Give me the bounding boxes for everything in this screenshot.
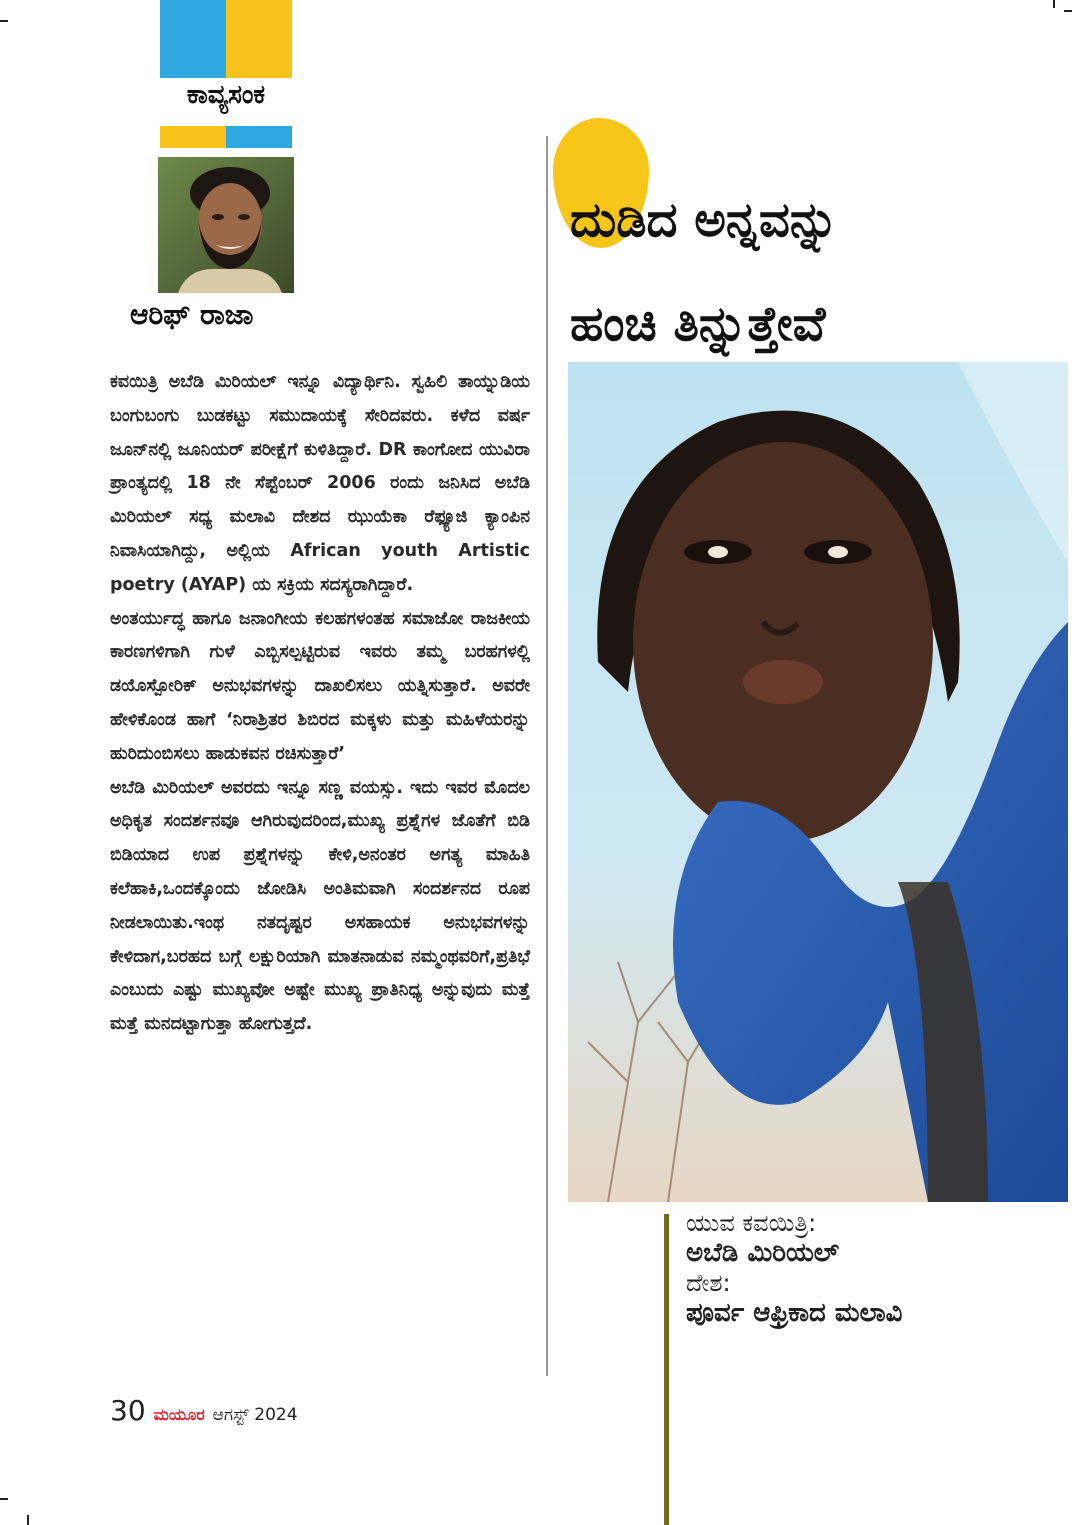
caption-poet-name: ಅಬೆಡಿ ಮಿರಿಯಲ್ <box>686 1238 840 1268</box>
crop-mark <box>0 20 8 22</box>
column-divider <box>546 136 548 1376</box>
magazine-name: ಮಯೂರ <box>153 1405 205 1424</box>
page-footer <box>110 1394 298 1430</box>
crop-mark <box>27 1515 29 1525</box>
caption-bar <box>664 1214 669 1525</box>
section-logo-text: ಕಾವ್ಯಸಂಕ <box>186 80 266 110</box>
crop-mark <box>1053 0 1055 8</box>
body-paragraph: ಕವಯಿತ್ರಿ ಅಬೆಡಿ ಮಿರಿಯಲ್ ಇನ್ನೂ ವಿದ್ಯಾರ್ಥಿನಿ. ಸ್ವಹಿಲಿ ತಾಯ್ನುಡಿಯ ಬಂಗುಬಂಗು ಬುಡಕಟ್ಟು ಸಮುದಾಯಕ್ಕೆ ಸೇರಿದವರು. ಕಳೆದ ವರ್ಷ ಜೂನ್‌ನಲ್ಲಿ ಜೂನಿಯರ್ ಪರೀಕ್ಷೆಗೆ ಕುಳಿತಿದ್ದಾರೆ. DR ಕಾಂಗೋದ ಯುವಿರಾ ಪ್ರಾಂತ್ಯದಲ್ಲಿ 18 ನೇ ಸೆಪ್ಟೆಂಬರ್ 2006 ರಂದು ಜನಿಸಿದ ಅಬೆಡಿ ಮಿರಿಯಲ್ ಸಧ್ಯ ಮಲಾವಿ ದೇಶದ ಝುಯೆಕಾ ರೆಫ್ಯೂಜಿ ಕ್ಯಾಂಪಿನ ನಿವಾಸಿಯಾಗಿದ್ದು, ಅಲ್ಲಿಯ African youth Artistic poetry (AYAP) ಯ ಸಕ್ರಿಯ ಸದಸ್ಯರಾಗಿದ್ದಾರೆ. <box>110 372 530 595</box>
caption-label-country: ದೇಶ: <box>686 1269 731 1297</box>
author-name: ಆರಿಫ್ ರಾಜಾ <box>130 298 254 331</box>
section-logo <box>160 0 292 148</box>
headline <box>570 168 1040 376</box>
crop-mark <box>0 1498 8 1500</box>
headline-line-1: ದುಡಿದ ಅನ್ನವನ್ನು <box>570 192 839 248</box>
article-body <box>110 366 530 1042</box>
body-paragraph: ಅಬೆಡಿ ಮಿರಿಯಲ್ ಅವರದು ಇನ್ನೂ ಸಣ್ಣ ವಯಸ್ಸು. ಇದು ಇವರ ಮೊದಲ ಅಧಿಕೃತ ಸಂದರ್ಶನವೂ ಆಗಿರುವುದರಿಂದ,ಮುಖ್ಯ ಪ್ರಶ್ನೆಗಳ ಜೊತೆಗೆ ಬಿಡಿ ಬಿಡಿಯಾದ ಉಪ ಪ್ರಶ್ನೆಗಳನ್ನು ಕೇಳಿ,ಅನಂತರ ಅಗತ್ಯ ಮಾಹಿತಿ ಕಲೆಹಾಕಿ,ಒಂದಕ್ಕೊಂದು ಜೋಡಿಸಿ ಅಂತಿಮವಾಗಿ ಸಂದರ್ಶನದ ರೂಪ ನೀಡಲಾಯಿತು.ಇಂಥ ನತದೃಷ್ಟರ ಅಸಹಾಯಕ ಅನುಭವಗಳನ್ನು ಕೇಳಿದಾಗ,ಬರಹದ ಬಗ್ಗೆ ಲಕ್ಷುರಿಯಾಗಿ ಮಾತನಾಡುವ ನಮ್ಮಂಥವರಿಗೆ,ಪ್ರತಿಭೆ ಎಂಬುದು ಎಷ್ಟು ಮುಖ್ಯವೋ ಅಷ್ಟೇ ಮುಖ್ಯ ಪ್ರಾತಿನಿಧ್ಯ ಅನ್ನುವುದು ಮತ್ತೆ ಮತ್ತೆ ಮನದಟ್ಟಾಗುತ್ತಾ ಹೋಗುತ್ತದೆ. <box>110 777 530 1035</box>
poet-photo <box>568 362 1068 1202</box>
issue-date: ಆಗಸ್ಟ್ 2024 <box>212 1405 298 1425</box>
caption-country: ಪೂರ್ವ ಆಫ್ರಿಕಾದ ಮಲಾವಿ <box>686 1298 903 1328</box>
headline-line-2: ಹಂಚಿ ತಿನ್ನುತ್ತೇವೆ <box>570 296 826 352</box>
photo-caption <box>686 1208 1046 1328</box>
author-photo <box>158 157 294 293</box>
crop-mark <box>1064 10 1072 12</box>
caption-label-poet: ಯುವ ಕವಯಿತ್ರಿ: <box>686 1209 817 1237</box>
body-paragraph: ಅಂತರ್ಯುದ್ಧ ಹಾಗೂ ಜನಾಂಗೀಯ ಕಲಹಗಳಂತಹ ಸಮಾಜೋ ರಾಜಕೀಯ ಕಾರಣಗಳಿಗಾಗಿ ಗುಳೆ ಎಬ್ಬಿಸಲ್ಪಟ್ಟಿರುವ ಇವರು ತಮ್ಮ ಬರಹಗಳಲ್ಲಿ ಡಯೊಸ್ಪೋರಿಕ್ ಅನುಭವಗಳನ್ನು ದಾಖಲಿಸಲು ಯತ್ನಿಸುತ್ತಾರೆ. ಅವರೇ ಹೇಳಿಕೊಂಡ ಹಾಗೆ ‘ನಿರಾಶ್ರಿತರ ಶಿಬಿರದ ಮಕ್ಕಳು ಮತ್ತು ಮಹಿಳೆಯರನ್ನು ಹುರಿದುಂಬಿಸಲು ಹಾಡುಕವನ ರಚಿಸುತ್ತಾರೆ’ <box>110 608 530 764</box>
page-number: 30 <box>110 1394 146 1427</box>
